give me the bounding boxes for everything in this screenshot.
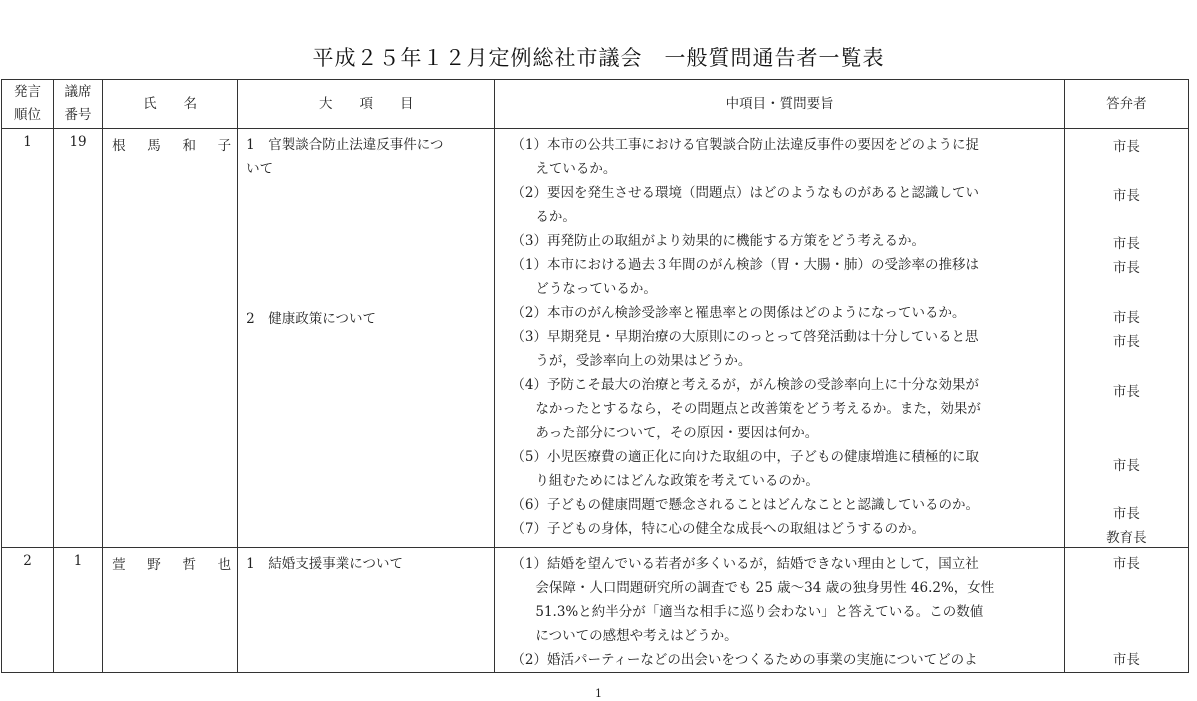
responder: 教育長 [1106,530,1147,546]
question-item: （4）予防こそ最大の治療と考えるが，がん検診の受診率向上に十分な効果が なかったとするなら，その問題点と改善策をどう考えるか。また，効果が あった部分について，その原因・要因は何か。 [511,377,981,441]
responder: 市長 [1112,139,1140,155]
responders [1064,548,1188,673]
responders [1064,129,1188,548]
header-speaking-order: 発言 順位 [2,80,54,129]
responder: 市長 [1112,334,1140,350]
page-number: 1 [595,687,602,700]
question-list [495,129,1064,548]
responder: 市長 [1112,384,1140,400]
question-item: （7）子どもの身体，特に心の健全な成長への取組はどうするのか。 [511,521,925,537]
responder: 市長 [1112,556,1140,572]
header-question-summary: 中項目・質問要旨 [495,80,1064,129]
responder: 市長 [1112,260,1140,276]
question-item: （6）子どもの健康問題で懸念されることはどんなことと認識しているのか。 [511,497,979,513]
table-row [2,129,1189,548]
responder: 市長 [1112,188,1140,204]
question-list [495,548,1064,673]
speaking-order: 2 [2,548,54,673]
table-header-row [2,80,1189,129]
main-topic-item: 1 結婚支援事業について [246,556,403,572]
main-topic-item: 2 健康政策について [246,311,376,327]
question-item: （2）婚活パーティーなどの出会いをつくるための事業の実施についてどのよ [511,652,978,668]
responder: 市長 [1112,652,1140,668]
header-main-topic: 大 項 目 [238,80,495,129]
question-item: （2）要因を発生させる環境（問題点）はどのようなものがあると認識してい るか。 [511,185,979,225]
main-topic-item: 1 官製談合防止法違反事件につ いて [246,137,444,177]
question-item: （1）本市の公共工事における官製談合防止法違反事件の要因をどのように捉 えているか。 [511,137,979,177]
header-seat-number: 議席 番号 [54,80,103,129]
responder: 市長 [1112,506,1140,522]
seat-number: 1 [54,548,103,673]
header-name: 氏 名 [103,80,238,129]
question-item: （3）早期発見・早期治療の大原則にのっとって啓発活動は十分していると思 うが，受診率向上の効果はどうか。 [511,329,979,369]
member-name: 萱 野 哲 也 [103,548,238,673]
responder: 市長 [1112,310,1140,326]
page-title: 平成２５年１２月定例総社市議会 一般質問通告者一覧表 [312,46,885,70]
responder: 市長 [1112,458,1140,474]
question-table [1,79,1189,673]
question-item: （5）小児医療費の適正化に向けた取組の中，子どもの健康増進に積極的に取 り組むためにはどんな政策を考えているのか。 [511,449,979,489]
speaking-order: 1 [2,129,54,548]
question-item: （1）本市における過去３年間のがん検診（胃・大腸・肺）の受診率の推移は どうなっているか。 [511,257,979,297]
seat-number: 19 [54,129,103,548]
responder: 市長 [1112,236,1140,252]
main-topics [238,548,495,673]
member-name: 根 馬 和 子 [103,129,238,548]
table-row [2,548,1189,673]
question-item: （3）再発防止の取組がより効果的に機能する方策をどう考えるか。 [511,233,925,249]
header-responder: 答弁者 [1064,80,1188,129]
question-item: （2）本市のがん検診受診率と罹患率との関係はどのようになっているか。 [511,305,966,321]
main-topics [238,129,495,548]
question-item: （1）結婚を望んでいる若者が多くいるが，結婚できない理由として，国立社 会保障・人口問題研究所の調査でも 25 歳～34 歳の独身男性 46.2%，女性 51.3%と約半分が「適当な相手に巡り会わない」と答えている。この数値 についての感想や考えはどうか。 [511,556,995,644]
